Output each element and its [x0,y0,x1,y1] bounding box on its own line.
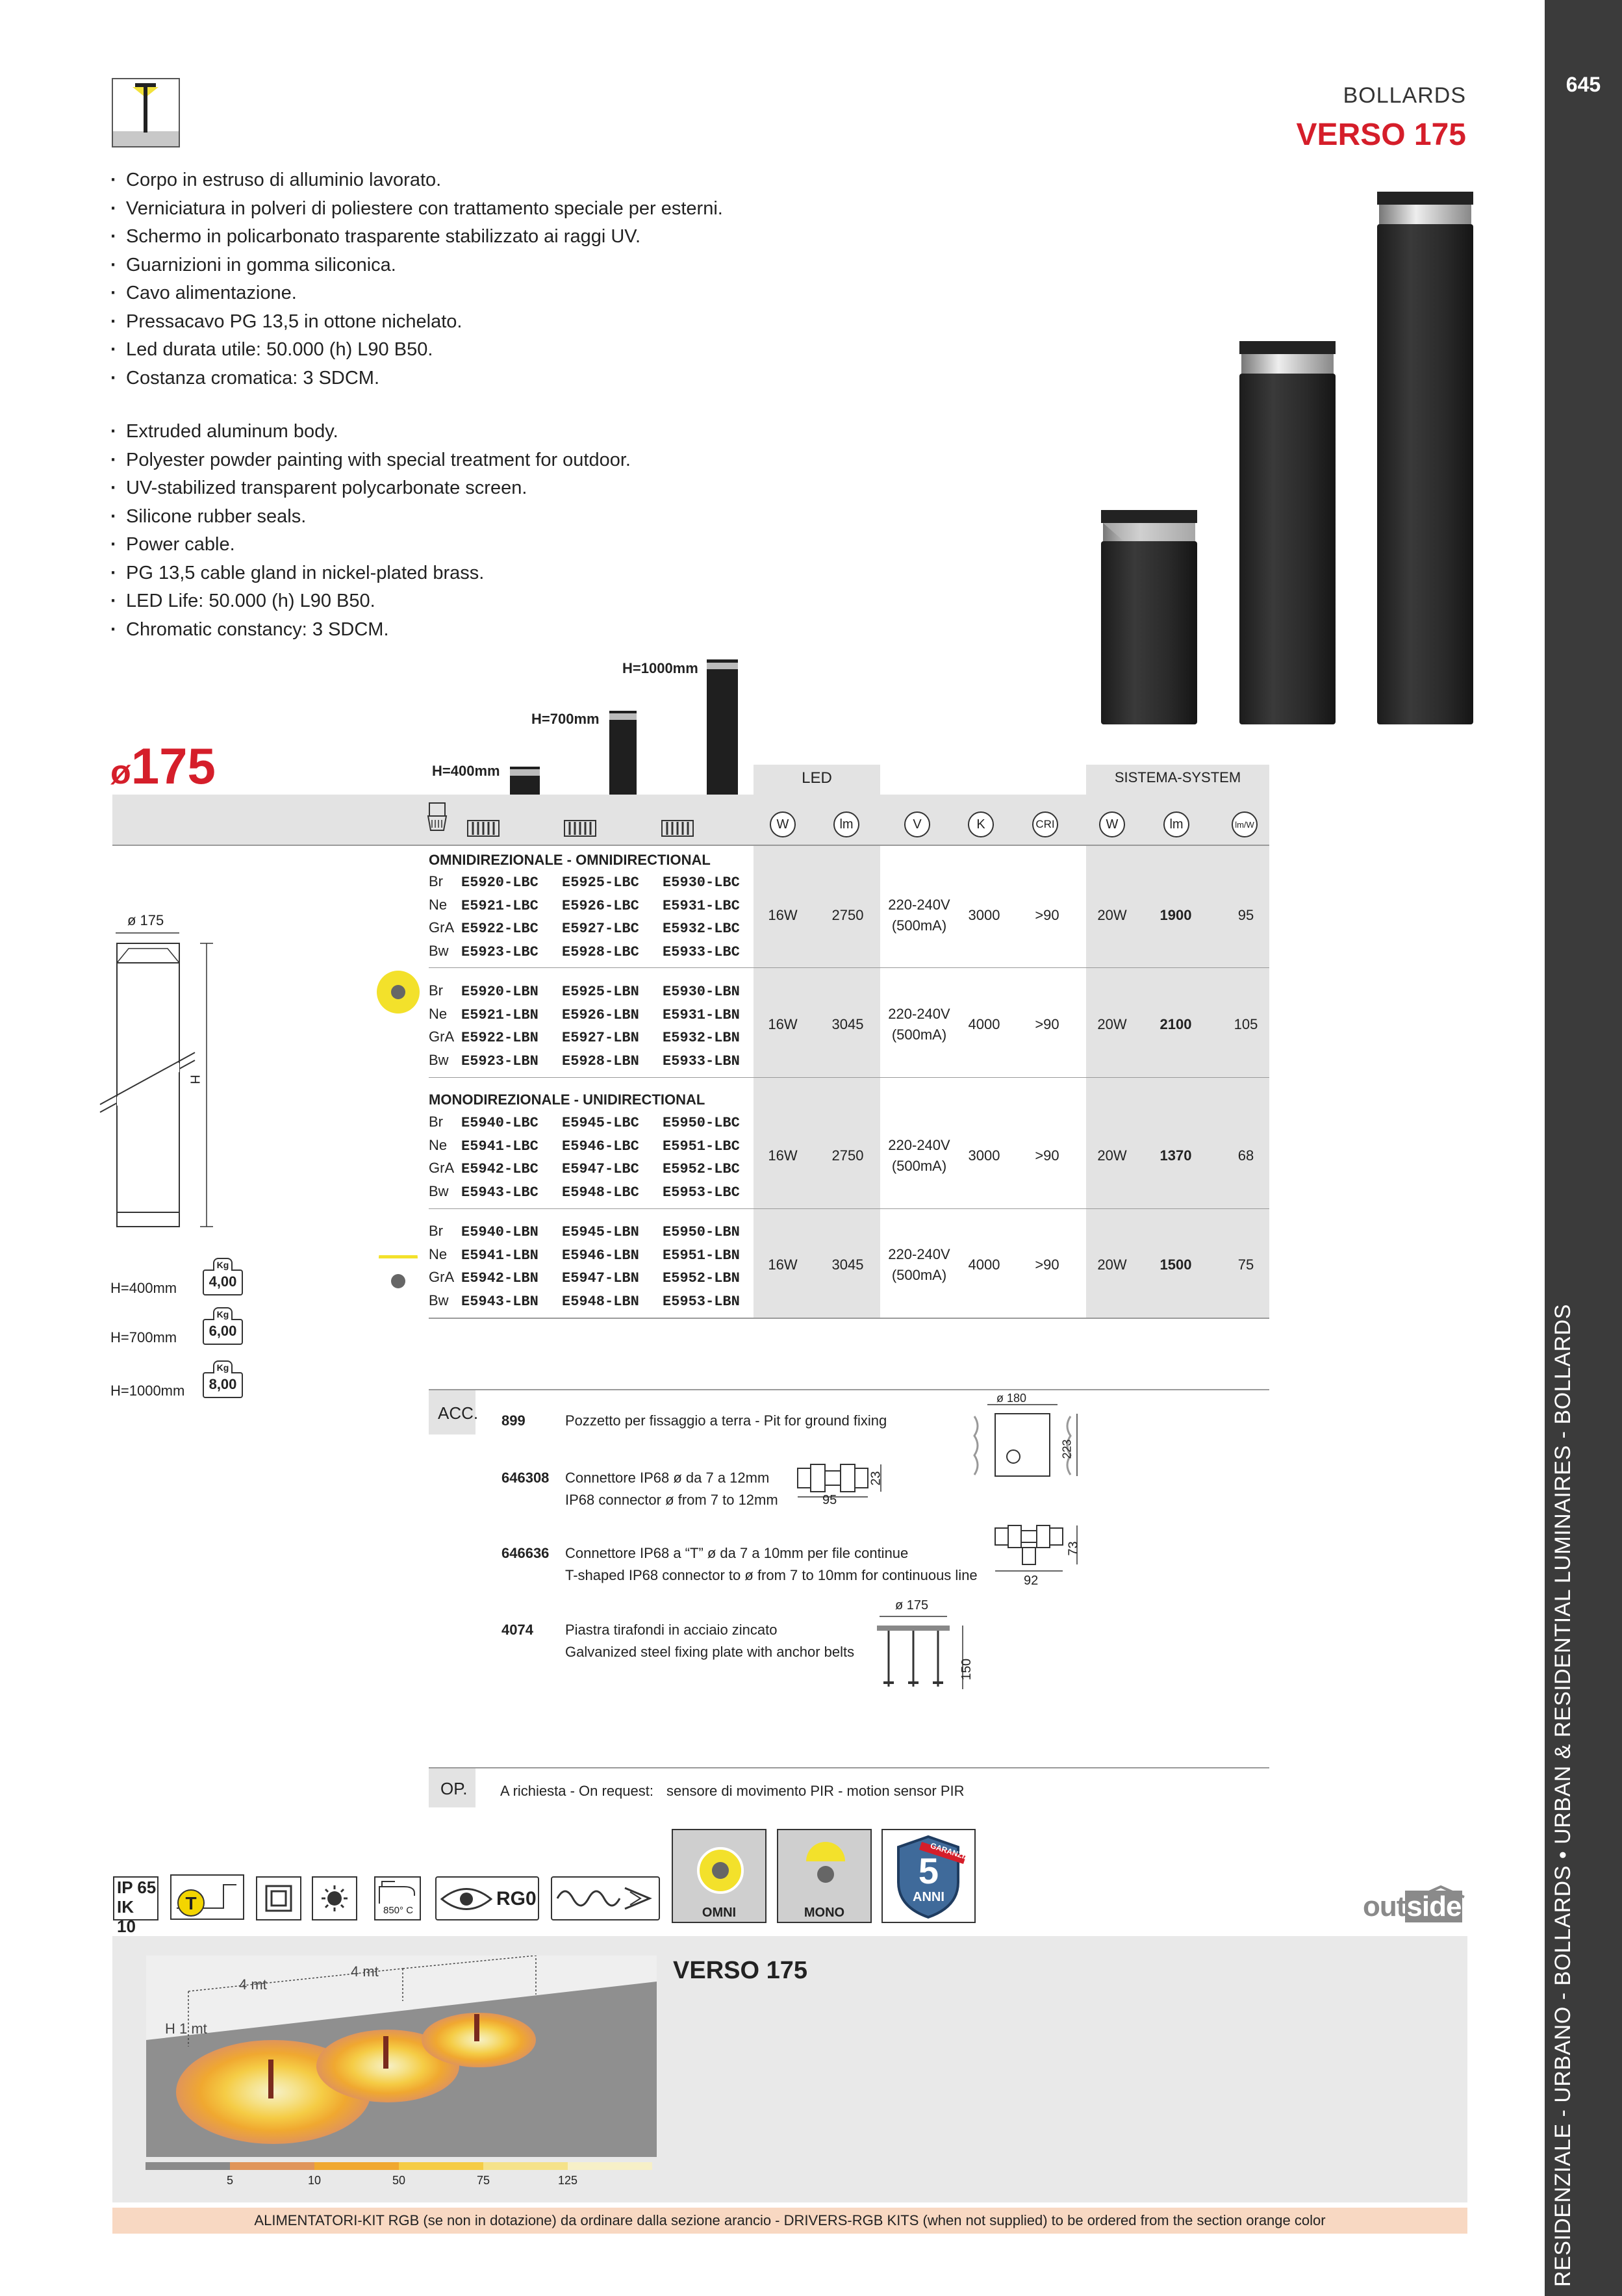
code-line [429,894,763,917]
system-lumen: 1370 [1159,1147,1192,1164]
cri-value: >90 [1035,1147,1059,1164]
voltage: 220-240V [888,1137,950,1153]
legend-swatch [568,2162,652,2170]
product-code: E5933-LBC [663,943,740,960]
system-watt: 20W [1097,1147,1127,1164]
fixing-plate-dim-height: 150 [959,1658,974,1681]
code-line [429,871,763,894]
color-finish-icon [661,820,694,837]
product-code: E5950-LBN [663,1224,740,1240]
legend-value: 75 [476,2174,490,2187]
system-header: SISTEMA-SYSTEM [1114,769,1241,785]
lumen-icon: lm [833,811,859,837]
product-code: E5926-LBN [562,1006,639,1023]
feature-it-item: · Cavo alimentazione. [110,279,723,308]
legend-swatch [146,2162,230,2170]
led-lumen: 2750 [831,907,864,923]
legend-value: 125 [557,2174,578,2187]
product-code: E5940-LBN [461,1224,539,1240]
led-lumen: 2750 [831,1147,864,1164]
photobiological-risk-badge [435,1876,539,1920]
logo-part2: side [1406,1891,1462,1922]
product-code: E5942-LBN [461,1270,539,1286]
product-code: E5953-LBC [663,1184,740,1201]
product-code: E5925-LBC [562,874,639,891]
feature-en-item: · PG 13,5 cable gland in nickel-plated brass. [110,559,631,588]
code-line [429,1049,763,1073]
features-italian [110,166,723,392]
weight-unit: Kg [213,1360,233,1373]
product-code: E5940-LBC [461,1115,539,1131]
ik-rating: IK 10 [117,1897,136,1936]
ip-rating: IP 65 [117,1878,157,1897]
glow-wire-temp: 850° C [383,1905,414,1916]
led-watt: 16W [768,1016,798,1032]
accessory-line: T-shaped IP68 connector to ø from 7 to 10mm for continuous line [565,1567,978,1583]
sidebar-section-text: RESIDENZIALE - URBANO - BOLLARDS • URBAN & RESIDENTIAL LUMINAIRES - BOLLARDS [1551,1304,1575,2287]
product-code: E5943-LBN [461,1293,539,1310]
code-line [429,1134,763,1158]
efficacy: 75 [1237,1256,1254,1273]
finish-prefix: Br [429,1114,443,1130]
table-row [429,980,763,1072]
product-code: E5922-LBC [461,921,539,937]
product-code: E5943-LBC [461,1184,539,1201]
warranty-number: 5 [918,1850,939,1891]
code-line [429,1244,763,1267]
finish-prefix: GrA [429,919,455,936]
accessory-description [565,1619,854,1663]
table-row [429,871,763,963]
code-line [429,1026,763,1049]
accessory-line: Galvanized steel fixing plate with anchor belts [565,1644,855,1660]
options-text: sensore di movimento PIR - motion sensor PIR [666,1783,965,1799]
height-label: H 1 mt [165,2021,207,2037]
table-top-rule [112,845,1269,846]
section-title-omni: OMNIDIREZIONALE - OMNIDIRECTIONAL [429,852,711,868]
code-line [429,1220,763,1244]
legend-swatch [483,2162,568,2170]
cri-value: >90 [1035,1256,1059,1273]
legend-swatch [230,2162,314,2170]
dimmable-icon [551,1876,660,1920]
mono-light-icon [375,1255,421,1294]
product-code: E5928-LBN [562,1052,639,1069]
options-rule [429,1767,1269,1768]
system-lumen: 1900 [1159,907,1192,923]
product-code: E5923-LBC [461,943,539,960]
current: (500mA) [891,1158,947,1174]
risk-group-label: RG0 [496,1888,537,1909]
features-english [110,418,631,644]
product-code: E5930-LBN [663,984,740,1000]
light-distribution-image [146,1956,657,2157]
efficacy: 95 [1237,907,1254,923]
height-label-1000: H=1000mm [622,660,698,676]
accessory-code: 899 [501,1412,526,1429]
watt-icon: W [770,811,796,837]
finish-prefix: Bw [429,1051,449,1068]
table-bottom-rule [429,1318,1269,1319]
page-number: 645 [1565,73,1601,96]
warranty-years: ANNI [913,1890,944,1904]
system-watt-icon: W [1099,811,1125,837]
product-code: E5921-LBN [461,1006,539,1023]
weight-unit: Kg [213,1307,233,1320]
mono-label: MONO [804,1906,845,1920]
voltage-icon: V [904,811,930,837]
weight-height-label: H=400mm [110,1280,177,1296]
product-title: VERSO 175 [1296,118,1466,152]
weight-badge [203,1260,243,1295]
omni-label: OMNI [702,1906,737,1920]
table-row-rule [429,1208,1269,1209]
finish-prefix: Br [429,982,443,999]
product-code: E5933-LBN [663,1052,740,1069]
glow-wire-icon [374,1876,421,1920]
product-code: E5926-LBC [562,897,639,914]
omni-light-icon [375,969,421,1015]
code-line [429,917,763,940]
feature-en-item: · UV-stabilized transparent polycarbonate screen. [110,474,631,503]
accessory-description [565,1542,978,1587]
led-light-icon [312,1876,357,1920]
color-finish-icon [564,820,596,837]
product-code: E5922-LBN [461,1030,539,1046]
finish-prefix: Ne [429,1136,448,1153]
product-code: E5945-LBN [562,1224,639,1240]
system-lumen-icon: lm [1163,811,1189,837]
accessory-line: Pozzetto per fissaggio a terra - Pit for ground fixing [565,1412,887,1429]
accessory-code: 646308 [501,1470,550,1486]
diameter-symbol: ø [110,754,131,791]
weight-height-label: H=700mm [110,1329,177,1346]
weight-badge [203,1362,243,1398]
product-code: E5950-LBC [663,1115,740,1131]
finish-prefix: GrA [429,1160,455,1176]
distance-label-1: 4 mt [239,1976,267,1993]
current: (500mA) [891,1027,947,1043]
finish-prefix: Bw [429,1292,449,1308]
feature-en-item: · Polyester powder painting with special treatment for outdoor. [110,446,631,475]
kelvin-icon: K [968,811,994,837]
accessory-line: Piastra tirafondi in acciaio zincato [565,1622,778,1638]
warranty-banner: GARANZIA [929,1841,971,1863]
product-code: E5948-LBC [562,1184,639,1201]
accessory-line: IP68 connector ø from 7 to 12mm [565,1492,778,1508]
pit-dim-diameter: ø 180 [996,1392,1027,1405]
pit-dim-height: 223 [1060,1439,1074,1459]
system-watt: 20W [1097,1016,1127,1032]
product-code: E5920-LBN [461,984,539,1000]
product-code: E5925-LBN [562,984,639,1000]
finish-prefix: Bw [429,942,449,959]
t-connector-dim-length: 92 [1024,1574,1039,1588]
finish-prefix: Ne [429,1245,448,1262]
system-lumen: 1500 [1159,1256,1192,1273]
photometry-title: VERSO 175 [673,1957,807,1984]
accessory-line: Connettore IP68 ø da 7 a 12mm [565,1470,770,1486]
product-code: E5951-LBC [663,1138,740,1154]
voltage: 220-240V [888,1246,950,1262]
product-code: E5931-LBN [663,1006,740,1023]
product-code: E5946-LBC [562,1138,639,1154]
accessories-rule [429,1389,1269,1390]
product-code: E5930-LBC [663,874,740,891]
code-line [429,1180,763,1204]
product-code: E5927-LBC [562,921,639,937]
voltage: 220-240V [888,1006,950,1022]
code-line [429,940,763,963]
accessory-line: Connettore IP68 a “T” ø da 7 a 10mm per file continue [565,1545,909,1561]
product-code: E5932-LBC [663,921,740,937]
finish-prefix: GrA [429,1028,455,1045]
product-code: E5921-LBC [461,897,539,914]
diameter-value: 175 [131,737,216,795]
product-photo [1098,185,1475,731]
product-code: E5932-LBN [663,1030,740,1046]
options-request: A richiesta - On request: [500,1783,653,1799]
options-label: OP. [440,1779,468,1798]
efficacy: 68 [1237,1147,1254,1164]
product-code: E5941-LBC [461,1138,539,1154]
class-ii-icon [256,1876,301,1920]
feature-en-item: · Silicone rubber seals. [110,503,631,531]
table-row-rule [429,967,1269,968]
connector-dim-length: 95 [822,1493,837,1507]
feature-it-item: · Pressacavo PG 13,5 in ottone nichelato. [110,308,723,337]
product-code: E5952-LBC [663,1161,740,1177]
code-line [429,1290,763,1313]
product-code: E5951-LBN [663,1247,740,1264]
accessory-description [565,1467,778,1511]
feature-en-item: · LED Life: 50.000 (h) L90 B50. [110,587,631,616]
category-label: BOLLARDS [1343,83,1466,108]
finish-prefix: Ne [429,1005,448,1022]
color-temp: 4000 [968,1016,1000,1032]
drawing-diameter: ø 175 [127,912,164,928]
accessory-description [565,1410,887,1432]
system-watt: 20W [1097,1256,1127,1273]
weight-value: 8,00 [209,1376,237,1392]
feature-it-item: · Schermo in policarbonato trasparente stabilizzato ai raggi UV. [110,223,723,251]
t-connector-dim-height: 73 [1066,1541,1081,1556]
code-line [429,1157,763,1180]
weight-value: 4,00 [209,1273,237,1290]
finish-prefix: GrA [429,1269,455,1285]
accessory-code: 4074 [501,1622,533,1638]
product-code: E5952-LBN [663,1270,740,1286]
feature-en-item: · Extruded aluminum body. [110,418,631,446]
code-line [429,1111,763,1134]
diameter-heading [110,737,216,795]
product-code: E5947-LBC [562,1161,639,1177]
mono-badge[interactable] [777,1829,872,1923]
finish-prefix: Ne [429,896,448,913]
product-code: E5945-LBC [562,1115,639,1131]
weight-height-label: H=1000mm [110,1383,185,1399]
feature-en-item: · Chromatic constancy: 3 SDCM. [110,616,631,644]
led-watt: 16W [768,1256,798,1273]
led-header: LED [802,769,832,787]
product-code: E5928-LBC [562,943,639,960]
bollard-category-icon [112,78,180,147]
code-line [429,980,763,1003]
height-label-400: H=400mm [432,763,500,779]
ip-ik-badge [113,1876,158,1936]
efficacy-icon: lm/W [1232,811,1258,837]
led-lumen: 3045 [831,1256,864,1273]
system-watt: 20W [1097,907,1127,923]
cri-icon: CRI [1032,811,1058,837]
omni-badge[interactable] [672,1829,767,1923]
product-code: E5947-LBN [562,1270,639,1286]
led-watt: 16W [768,1147,798,1164]
fixing-plate-drawing [870,1611,974,1702]
finish-prefix: Br [429,1223,443,1239]
current: (500mA) [891,1267,947,1283]
weight-unit: Kg [213,1258,233,1271]
led-lumen: 3045 [831,1016,864,1032]
weight-value: 6,00 [209,1323,237,1339]
logo-roof-icon [1415,1885,1467,1898]
product-code: E5920-LBC [461,874,539,891]
fixing-plate-dim-diameter: ø 175 [895,1598,929,1613]
system-lumen: 2100 [1159,1016,1192,1032]
feature-it-item: · Verniciatura in polveri di poliestere con trattamento speciale per esterni. [110,195,723,223]
product-code: E5923-LBN [461,1052,539,1069]
footer-note: ALIMENTATORI-KIT RGB (se non in dotazione) da ordinare dalla sezione arancio - DRIVERS-RGB KITS (when not supplied) to be ordered from the section orange color [112,2208,1467,2234]
technical-drawing [91,929,234,1234]
feature-en-item: · Power cable. [110,531,631,559]
product-code: E5931-LBC [663,897,740,914]
distance-label-2: 4 mt [351,1963,379,1980]
drawing-height-label: H [187,1075,202,1084]
cri-value: >90 [1035,1016,1059,1032]
code-line [429,1266,763,1290]
accessories-label: ACC. [438,1403,479,1423]
product-code: E5941-LBN [461,1247,539,1264]
connector-dim-height: 23 [868,1471,883,1486]
feature-it-item: · Guarnizioni in gomma siliconica. [110,251,723,280]
cri-value: >90 [1035,907,1059,923]
legend-value: 50 [392,2174,406,2187]
table-row [429,1111,763,1203]
product-code: E5953-LBN [663,1293,740,1310]
legend-value: 10 [307,2174,322,2187]
table-row-rule [429,1077,1269,1078]
product-code: E5942-LBC [461,1161,539,1177]
lamp-type-icon [425,802,449,834]
warranty-badge [881,1829,976,1923]
logo-part1: out [1363,1891,1406,1922]
color-temp: 3000 [968,907,1000,923]
current: (500mA) [891,917,947,934]
color-finish-icon [467,820,500,837]
product-code: E5927-LBN [562,1030,639,1046]
finish-prefix: Br [429,873,443,889]
weight-badge [203,1309,243,1345]
voltage: 220-240V [888,897,950,913]
product-code: E5948-LBN [562,1293,639,1310]
led-watt: 16W [768,907,798,923]
legend-swatch [314,2162,399,2170]
efficacy: 105 [1234,1016,1258,1032]
finish-prefix: Bw [429,1182,449,1199]
feature-it-item: · Led durata utile: 50.000 (h) L90 B50. [110,336,723,364]
height-label-700: H=700mm [531,711,600,727]
feature-it-item: · Costanza cromatica: 3 SDCM. [110,364,723,393]
color-temp: 3000 [968,1147,1000,1164]
color-temp: 4000 [968,1256,1000,1273]
legend-value: 5 [226,2174,234,2187]
section-title-mono: MONODIREZIONALE - UNIDIRECTIONAL [429,1091,705,1108]
code-line [429,1003,763,1027]
feature-it-item: · Corpo in estruso di alluminio lavorato. [110,166,723,195]
svg-text:T: T [185,1893,197,1913]
legend-swatch [399,2162,483,2170]
accessory-code: 646636 [501,1545,550,1561]
table-row [429,1220,763,1312]
product-code: E5946-LBN [562,1247,639,1264]
t-mark-badge [170,1874,244,1920]
